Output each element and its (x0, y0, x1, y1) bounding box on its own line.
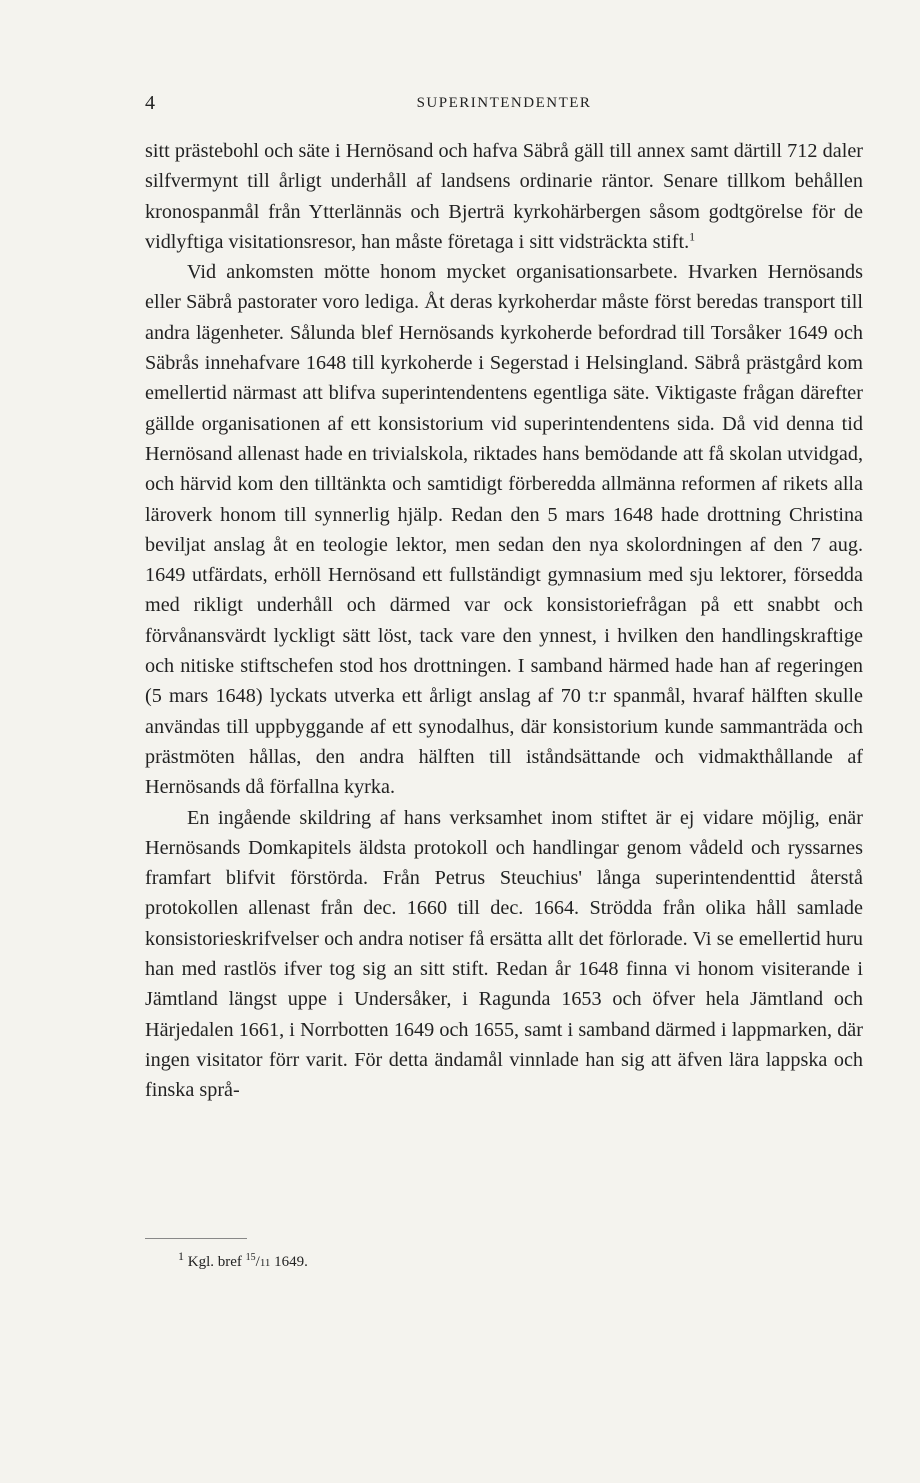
footnote-reference: 1 (689, 229, 696, 244)
footnote-date-month: 11 (259, 1257, 271, 1269)
footnote-divider (145, 1238, 247, 1239)
paragraph-text: Vid ankomsten mötte honom mycket organisationsarbete. Hvarken Hernösands eller Säbrå pastorater voro lediga. Åt deras kyrkoherdar måste först beredas transport till andra lägenheter. Sålunda blef Hernösands kyrkoherde befordrad till Torsåker 1649 och Säbrås innehafvare 1648 till kyrkoherde i Segerstad i Helsingland. Säbrå prästgård kom emellertid närmast att blifva superintendentens egentliga säte. Viktigaste frågan därefter gällde organisationen af ett konsistorium vid superintendentens sida. Då vid denna tid Hernösand allenast hade en trivialskola, riktades hans bemödande att få skolan utvidgad, och härvid kom den tilltänkta och samtidigt förberedda allmänna reformen af rikets alla läroverk honom till synnerlig hjälp. Redan den 5 mars 1648 hade drottning Christina beviljat anslag åt en teologie lektor, men sedan den nya skolordningen af den 7 aug. 1649 utfärdats, erhöll Hernösand ett fullständigt gymnasium med sju lektorer, försedda med rikligt underhåll och därmed var ock konsistoriefrågan på ett snabbt och förvånansvärdt lyckligt sätt löst, tack vare den ynnest, i hvilken den handlingskraftige och nitiske stiftschefen stod hos drottningen. I samband härmed hade han af regeringen (5 mars 1648) lyckats utverka ett årligt anslag af 70 t:r spanmål, hvaraf hälften skulle användas till uppbyggande af ett synodalhus, där konsistorium kunde sammanträda och prästmöten hållas, den andra hälften till iståndsättande och vidmakthållande af Hernösands då förfallna kyrka. (145, 261, 863, 799)
footnote-marker: 1 (178, 1249, 184, 1263)
paragraph (145, 257, 863, 802)
footnote (178, 1249, 308, 1273)
body-text (145, 136, 863, 1106)
paragraph (145, 803, 863, 1106)
page-header (145, 92, 863, 120)
running-head: SUPERINTENDENTER (416, 95, 592, 111)
footnote-date-day: 15 (245, 1252, 256, 1263)
footnote-date: $^{15}$/11 (245, 1252, 271, 1270)
paragraph-text: sitt prästebohl och säte i Hernösand och hafva Säbrå gäll till annex samt därtill 712 daler silfvermynt till årligt underhåll af landsens ordinarie räntor. Senare tillkom behållen kronospanmål från Ytterlännäs och Bjerträ kyrkohärbergen såsom godtgörelse för de vidlyftiga visitationsresor, han måste företaga i sitt vidsträckta stift. (145, 140, 863, 253)
footnote-text: Kgl. bref (187, 1254, 242, 1270)
page-number: 4 (145, 92, 155, 114)
paragraph (145, 136, 863, 257)
footnote-year: 1649. (274, 1254, 308, 1270)
paragraph-text: En ingående skildring af hans verksamhet inom stiftet är ej vidare möjlig, enär Hernösands Domkapitels äldsta protokoll och handlingar genom vådeld och ryssarnes framfart blifvit förstörda. Från Petrus Steuchius' långa superintendenttid återstå protokollen allenast från dec. 1660 till dec. 1664. Strödda från olika håll samlade konsistorieskrifvelser och andra notiser få ersätta allt det förlorade. Vi se emellertid huru han med rastlös ifver tog sig an sitt stift. Redan år 1648 finna vi honom visiterande i Jämtland längst uppe i Undersåker, i Ragunda 1653 och öfver hela Jämtland och Härjedalen 1661, i Norrbotten 1649 och 1655, samt i samband därmed i lappmarken, där ingen visitator förr varit. För detta ändamål vinnlade han sig att äfven lära lappska och finska språ- (145, 806, 863, 1102)
